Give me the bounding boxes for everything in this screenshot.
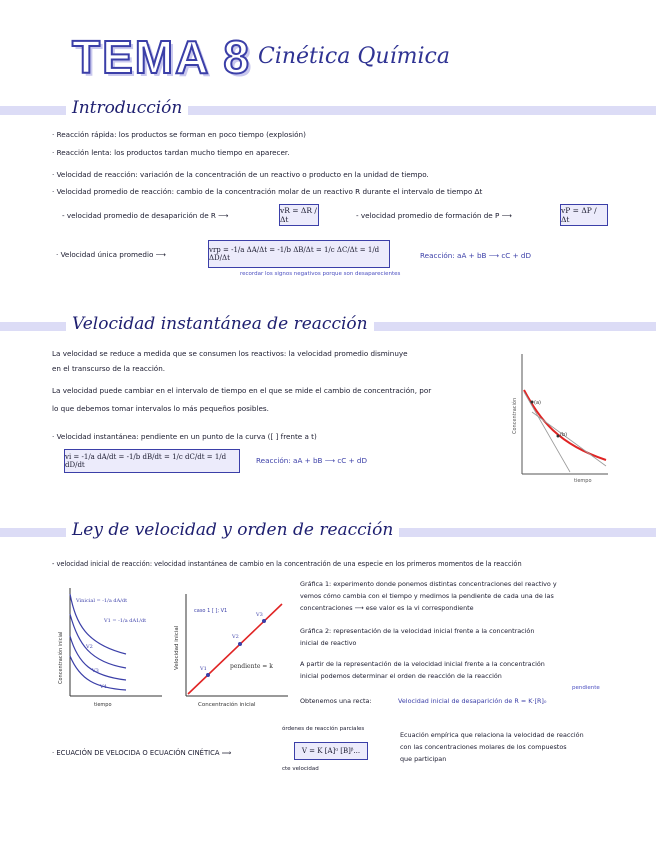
chart-x-label: tiempo (574, 478, 592, 484)
chart-y-label: Concentración (512, 397, 518, 434)
note-constante: cte velocidad (282, 766, 319, 772)
c1-v1-label: V1 = -1/a dA1/dt (104, 618, 147, 624)
c2-v3-label: V3 (256, 612, 263, 618)
text-reaccion-rapida: · Reacción rápida: los productos se forman en poco tiempo (explosión) (52, 130, 306, 139)
c2-caso-label: caso 1 [ ]; V1 (194, 608, 228, 614)
initial-concentration-chart (56, 584, 166, 712)
section-title-intro: Introducción (66, 98, 188, 118)
text-instant-p1a: La velocidad se reduce a medida que se consumen los reactivos: la velocidad promedio disminuye (52, 349, 408, 358)
text-grafica1-c: concentraciones ⟶ ese valor es la vi correspondiente (300, 604, 474, 612)
text-ecuacion-label: · ECUACIÓN DE VELOCIDA O ECUACIÓN CINÉTICA ⟹ (52, 749, 232, 757)
text-empirica-a: Ecuación empírica que relaciona la velocidad de reacción (400, 731, 584, 739)
page-title: TEMA 8 (72, 31, 251, 83)
text-apartir-a: A partir de la representación de la velocidad inicial frente a la concentración (300, 660, 545, 668)
page-subtitle: Cinética Química (258, 44, 450, 69)
text-empirica-c: que participan (400, 755, 447, 763)
c1-y-label: Concentración inicial (58, 631, 64, 684)
text-instant-p3: · Velocidad instantánea: pendiente en un punto de la curva ([ ] frente a t) (52, 432, 317, 441)
tangent-line-b (532, 412, 606, 466)
section-title-instant: Velocidad instantánea de reacción (66, 314, 374, 334)
formula-desaparicion: vR = ΔR / Δt (279, 204, 319, 226)
text-empirica-b: con las concentraciones molares de los compuestos (400, 743, 567, 751)
c1-x-label: tiempo (94, 702, 112, 708)
c2-v2-label: V2 (232, 634, 239, 640)
c2-point-2 (238, 642, 242, 646)
formula-ecuacion-cinetica: V = K [A]ᵅ [B]ᵝ... (294, 742, 368, 760)
formula-formacion: vP = ΔP / Δt (560, 204, 608, 226)
text-unica-label: · Velocidad única promedio ⟶ (56, 250, 166, 259)
text-velocidad-reaccion: · Velocidad de reacción: variación de la concentración de un reactivo o producto en la unidad de tiempo. (52, 170, 429, 179)
c1-v3-label: V3 (92, 668, 99, 674)
c2-point-1 (206, 673, 210, 677)
note-ordenes: órdenes de reacción parciales (282, 726, 365, 732)
c2-v1-label: V1 (200, 666, 207, 672)
text-grafica1-a: Gráfica 1: experimento donde ponemos distintas concentraciones del reactivo y (300, 580, 557, 588)
text-apartir-b: inicial podemos determinar el orden de reacción de la reacción (300, 672, 502, 680)
concentration-time-chart (510, 350, 610, 490)
note-pendiente: pendiente (572, 685, 600, 691)
c2-y-label: Velocidad inicial (174, 625, 180, 670)
text-vel-inicial-recta: Velocidad inicial de desaparición de R = K·[R]₀ (398, 697, 547, 705)
c2-point-3 (262, 619, 266, 623)
section-title-law: Ley de velocidad y orden de reacción (66, 520, 399, 540)
text-desaparicion-label: - velocidad promedio de desaparición de R ⟶ (62, 211, 229, 220)
text-reaccion-lenta: · Reacción lenta: los productos tardan mucho tiempo en aparecer. (52, 148, 290, 157)
initial-rate-chart (172, 590, 292, 714)
text-grafica2-b: inicial de reactivo (300, 639, 357, 647)
c1-vinicial-label: Vinicial = -1/a dA/dt (76, 598, 128, 604)
text-instant-p1b: en el transcurso de la reacción. (52, 364, 166, 373)
c2-pendiente-label: pendiente = k (230, 663, 273, 670)
text-velocidad-inicial: - velocidad inicial de reacción: velocidad instantánea de cambio en la concentración de una especie en los primeros momentos de la reacción (52, 560, 522, 568)
formula-velocidad-unica: vrp = -1/a ΔA/Δt = -1/b ΔB/Δt = 1/c ΔC/Δt = 1/d ΔD/Δt (208, 240, 390, 268)
text-grafica1-b: vemos cómo cambia con el tiempo y medimos la pendiente de cada una de las (300, 592, 554, 600)
c2-x-label: Concentración inicial (198, 702, 256, 708)
text-instant-p2b: lo que debemos tomar intervalos lo más pequeños posibles. (52, 404, 269, 413)
c1-v2-label: V2 (86, 644, 93, 650)
text-instant-p2a: La velocidad puede cambiar en el intervalo de tiempo en el que se mide el cambio de concentración, por (52, 386, 432, 395)
text-reaccion-2: Reacción: aA + bB ⟶ cC + dD (256, 456, 367, 465)
formula-velocidad-instantanea: vi = -1/a dA/dt = -1/b dB/dt = 1/c dC/dt = 1/d dD/dt (64, 449, 240, 473)
c1-v4-label: V4 (100, 684, 107, 690)
note-signos: recordar los signos negativos porque son desaparecientes (240, 271, 401, 277)
chart-label-b: (b) (560, 432, 568, 438)
text-obtenemos: Obtenemos una recta: (300, 697, 372, 705)
text-grafica2-a: Gráfica 2: representación de la velocidad inicial frente a la concentración (300, 627, 535, 635)
text-velocidad-promedio: · Velocidad promedio de reacción: cambio de la concentración molar de un reactivo R durante el intervalo de tiempo Δt (52, 187, 483, 196)
text-formacion-label: - velocidad promedio de formación de P ⟶ (356, 211, 512, 220)
c2-line (188, 604, 282, 694)
text-reaccion-1: Reacción: aA + bB ⟶ cC + dD (420, 251, 531, 260)
chart-label-a: (a) (534, 400, 541, 406)
